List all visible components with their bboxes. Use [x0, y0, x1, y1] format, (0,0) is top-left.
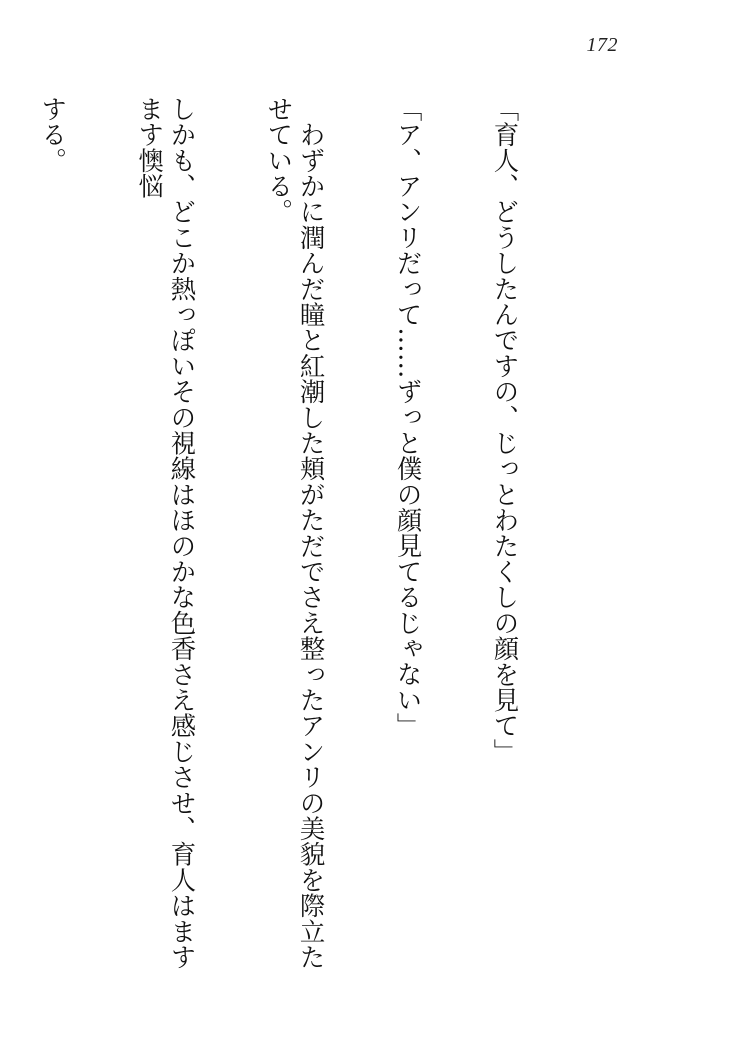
text-line: する。 — [38, 96, 69, 174]
page-number: 172 — [586, 34, 618, 56]
text-line: 「ア、アンリだって……ずっと僕の顔見てるじゃない」 — [393, 96, 424, 739]
text-line: 「育人、どうしたんですの、じっとわたくしの顔を見て」 — [490, 96, 521, 765]
text-line: わずかに潤んだ瞳と紅潮した頬がただでさえ整ったアンリの美貌を際立たせている。 — [264, 96, 327, 970]
text-line: しかも、どこか熱っぽいその視線はほのかな色香さえ感じさせ、育人はますます懊悩 — [135, 96, 198, 970]
vertical-text-body — [38, 96, 586, 976]
